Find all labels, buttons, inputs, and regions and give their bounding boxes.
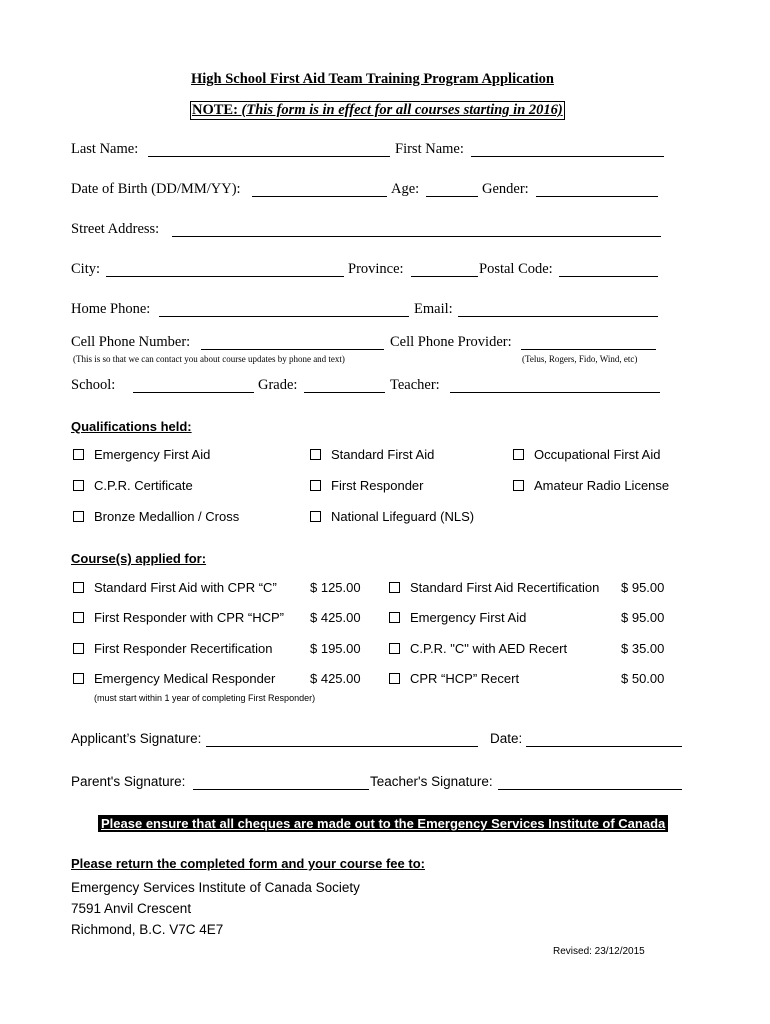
teacher-signature-field[interactable] xyxy=(498,789,682,790)
first-name-field[interactable] xyxy=(471,156,664,157)
postal-label: Postal Code: xyxy=(479,261,553,277)
course-price: $ 425.00 xyxy=(310,610,361,625)
qual-occupational-first-aid[interactable]: Occupational First Aid xyxy=(513,447,660,462)
emr-note: (must start within 1 year of completing First Responder) xyxy=(94,693,316,703)
teacher-label: Teacher: xyxy=(390,377,440,393)
course-emr[interactable]: Emergency Medical Responder xyxy=(73,671,275,686)
province-field[interactable] xyxy=(411,276,478,277)
course-price: $ 35.00 xyxy=(621,641,665,656)
age-field[interactable] xyxy=(426,196,478,197)
cell-provider-note: (Telus, Rogers, Fido, Wind, etc) xyxy=(522,354,638,364)
course-price: $ 425.00 xyxy=(310,671,361,686)
grade-field[interactable] xyxy=(304,392,385,393)
checkbox-icon[interactable] xyxy=(513,449,524,460)
gender-field[interactable] xyxy=(536,196,658,197)
cell-phone-field[interactable] xyxy=(201,349,384,350)
address-line-3: Richmond, B.C. V7C 4E7 xyxy=(71,922,224,937)
checkbox-icon[interactable] xyxy=(310,511,321,522)
qualifications-heading: Qualifications held: xyxy=(71,419,192,434)
parent-signature-label: Parent's Signature: xyxy=(71,774,186,789)
street-label: Street Address: xyxy=(71,221,160,237)
last-name-label: Last Name: xyxy=(71,141,139,157)
street-field[interactable] xyxy=(172,236,661,237)
qual-standard-first-aid[interactable]: Standard First Aid xyxy=(310,447,434,462)
course-price: $ 95.00 xyxy=(621,610,665,625)
course-efa[interactable]: Emergency First Aid xyxy=(389,610,526,625)
revised-date: Revised: 23/12/2015 xyxy=(553,946,645,957)
date-field[interactable] xyxy=(526,746,682,747)
checkbox-icon[interactable] xyxy=(310,449,321,460)
checkbox-icon[interactable] xyxy=(389,612,400,623)
checkbox-icon[interactable] xyxy=(73,612,84,623)
first-name-label: First Name: xyxy=(395,141,464,157)
checkbox-icon[interactable] xyxy=(73,582,84,593)
form-title: High School First Aid Team Training Program Application xyxy=(191,71,554,87)
email-label: Email: xyxy=(414,301,453,317)
course-cpr-hcp-recert[interactable]: CPR “HCP” Recert xyxy=(389,671,519,686)
course-fr-recert[interactable]: First Responder Recertification xyxy=(73,641,272,656)
province-label: Province: xyxy=(348,261,404,277)
checkbox-icon[interactable] xyxy=(389,643,400,654)
checkbox-icon[interactable] xyxy=(389,582,400,593)
checkbox-icon[interactable] xyxy=(73,643,84,654)
note-text: (This form is in effect for all courses starting in 2016) xyxy=(241,102,563,118)
cell-provider-field[interactable] xyxy=(521,349,656,350)
checkbox-icon[interactable] xyxy=(73,449,84,460)
school-field[interactable] xyxy=(133,392,254,393)
qual-cpr-certificate[interactable]: C.P.R. Certificate xyxy=(73,478,193,493)
course-price: $ 125.00 xyxy=(310,580,361,595)
age-label: Age: xyxy=(391,181,420,197)
checkbox-icon[interactable] xyxy=(73,673,84,684)
checkbox-icon[interactable] xyxy=(73,480,84,491)
checkbox-icon[interactable] xyxy=(73,511,84,522)
home-phone-label: Home Phone: xyxy=(71,301,151,317)
address-line-2: 7591 Anvil Crescent xyxy=(71,901,192,916)
email-field[interactable] xyxy=(458,316,658,317)
teacher-signature-label: Teacher's Signature: xyxy=(370,774,493,789)
course-sfa-cpr-c[interactable]: Standard First Aid with CPR “C” xyxy=(73,580,277,595)
applicant-signature-label: Applicant’s Signature: xyxy=(71,731,202,746)
teacher-field[interactable] xyxy=(450,392,660,393)
course-fr-cpr-hcp[interactable]: First Responder with CPR “HCP” xyxy=(73,610,284,625)
last-name-field[interactable] xyxy=(148,156,390,157)
gender-label: Gender: xyxy=(482,181,529,197)
cell-phone-label: Cell Phone Number: xyxy=(71,334,191,350)
course-cpr-c-aed[interactable]: C.P.R. "C" with AED Recert xyxy=(389,641,567,656)
qual-amateur-radio[interactable]: Amateur Radio License xyxy=(513,478,669,493)
date-label: Date: xyxy=(490,731,523,746)
checkbox-icon[interactable] xyxy=(513,480,524,491)
postal-field[interactable] xyxy=(559,276,658,277)
course-price: $ 95.00 xyxy=(621,580,665,595)
city-label: City: xyxy=(71,261,101,277)
course-price: $ 50.00 xyxy=(621,671,665,686)
qual-emergency-first-aid[interactable]: Emergency First Aid xyxy=(73,447,210,462)
qual-national-lifeguard[interactable]: National Lifeguard (NLS) xyxy=(310,509,474,524)
checkbox-icon[interactable] xyxy=(389,673,400,684)
dob-label: Date of Birth (DD/MM/YY): xyxy=(71,181,241,197)
school-label: School: xyxy=(71,377,116,393)
form-note xyxy=(190,101,565,120)
qual-first-responder[interactable]: First Responder xyxy=(310,478,423,493)
home-phone-field[interactable] xyxy=(159,316,409,317)
course-sfa-recert[interactable]: Standard First Aid Recertification xyxy=(389,580,599,595)
checkbox-icon[interactable] xyxy=(310,480,321,491)
dob-field[interactable] xyxy=(252,196,387,197)
courses-heading: Course(s) applied for: xyxy=(71,551,207,566)
parent-signature-field[interactable] xyxy=(193,789,369,790)
applicant-signature-field[interactable] xyxy=(206,746,478,747)
note-label: NOTE: xyxy=(192,102,238,118)
cell-provider-label: Cell Phone Provider: xyxy=(390,334,512,350)
grade-label: Grade: xyxy=(258,377,298,393)
cell-phone-note: (This is so that we can contact you about course updates by phone and text) xyxy=(73,354,345,364)
qual-bronze-medallion[interactable]: Bronze Medallion / Cross xyxy=(73,509,239,524)
course-price: $ 195.00 xyxy=(310,641,361,656)
city-field[interactable] xyxy=(106,276,344,277)
cheque-banner: Please ensure that all cheques are made out to the Emergency Services Institute of Canada xyxy=(98,815,668,832)
return-heading: Please return the completed form and your course fee to: xyxy=(71,856,425,871)
address-line-1: Emergency Services Institute of Canada Society xyxy=(71,880,360,895)
